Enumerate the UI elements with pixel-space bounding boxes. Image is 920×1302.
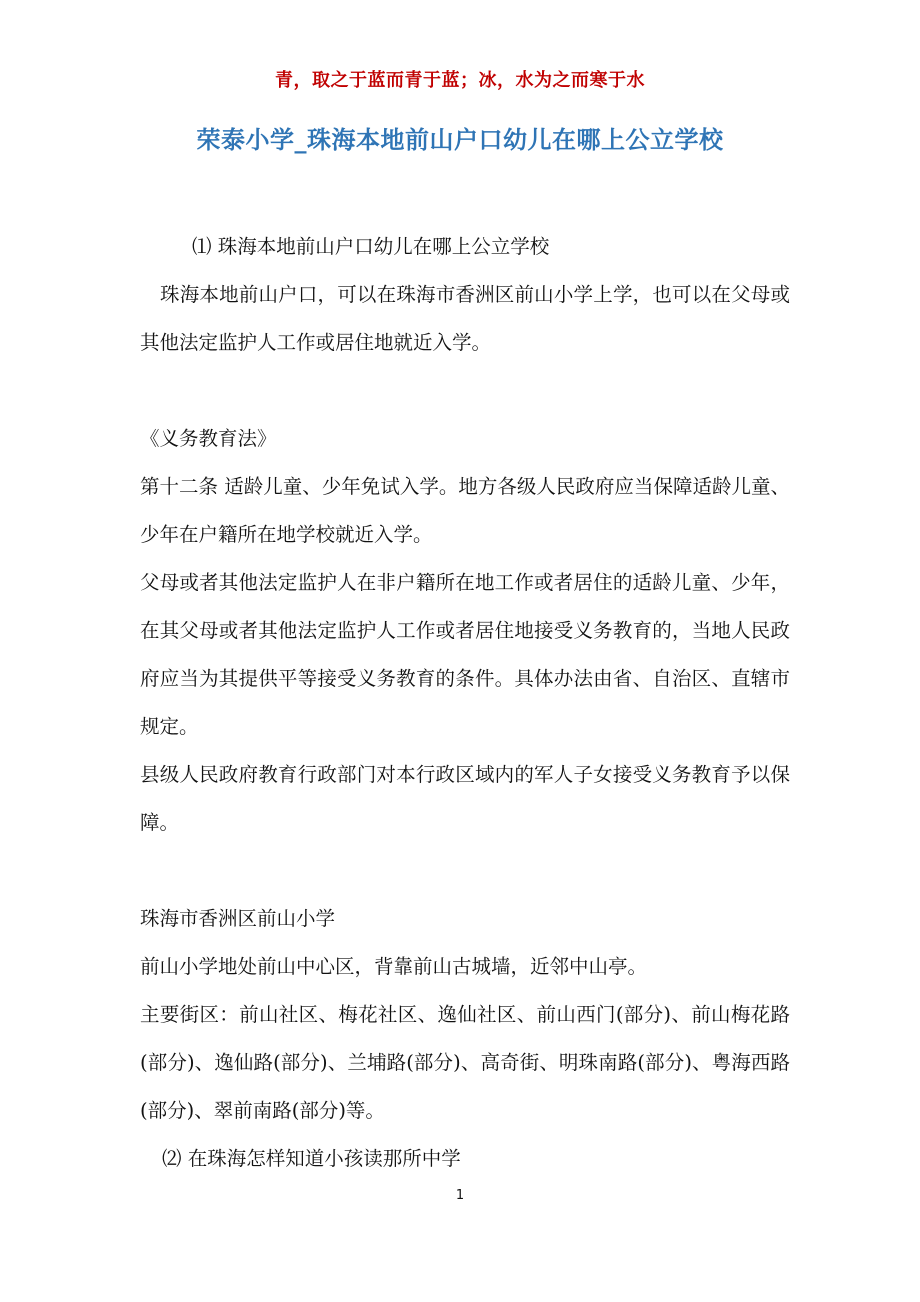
- law-paragraph-2: 父母或者其他法定监护人在非户籍所在地工作或者居住的适龄儿童、少年，在其父母或者其他法定监护人工作或者居住地接受义务教育的，当地人民政府应当为其提供平等接受义务教育的条件。具体办法由省、自治区、直辖市规定。: [140, 571, 790, 738]
- spacer: [140, 367, 790, 415]
- header-motto: 青，取之于蓝而青于蓝；冰，水为之而寒于水: [275, 70, 645, 91]
- school-name: 珠海市香洲区前山小学: [140, 907, 336, 930]
- section-1-paragraph: 珠海本地前山户口，可以在珠海市香洲区前山小学上学，也可以在父母或其他法定监护人工作或居住地就近入学。: [140, 283, 790, 354]
- spacer: [140, 847, 790, 895]
- school-location: 前山小学地处前山中心区，背靠前山古城墙，近邻中山亭。: [140, 955, 648, 978]
- law-paragraph-3: 县级人民政府教育行政部门对本行政区域内的军人子女接受义务教育予以保障。: [140, 763, 790, 834]
- page-number: 1: [455, 1188, 465, 1203]
- section-2-heading: ⑵ 在珠海怎样知道小孩读那所中学: [162, 1147, 461, 1170]
- school-streets: 主要街区：前山社区、梅花社区、逸仙社区、前山西门(部分)、前山梅花路(部分)、逸仙路(部分)、兰埔路(部分)、高奇街、明珠南路(部分)、粤海西路(部分)、翠前南路(部分)等。: [140, 1003, 790, 1122]
- section-1-heading: ⑴ 珠海本地前山户口幼儿在哪上公立学校: [192, 235, 550, 258]
- document-body: [140, 223, 790, 1183]
- law-title: 《义务教育法》: [140, 427, 277, 450]
- law-article-12: 第十二条 适龄儿童、少年免试入学。地方各级人民政府应当保障适龄儿童、少年在户籍所在地学校就近入学。: [140, 475, 790, 546]
- document-title: 荣泰小学_珠海本地前山户口幼儿在哪上公立学校: [196, 126, 724, 154]
